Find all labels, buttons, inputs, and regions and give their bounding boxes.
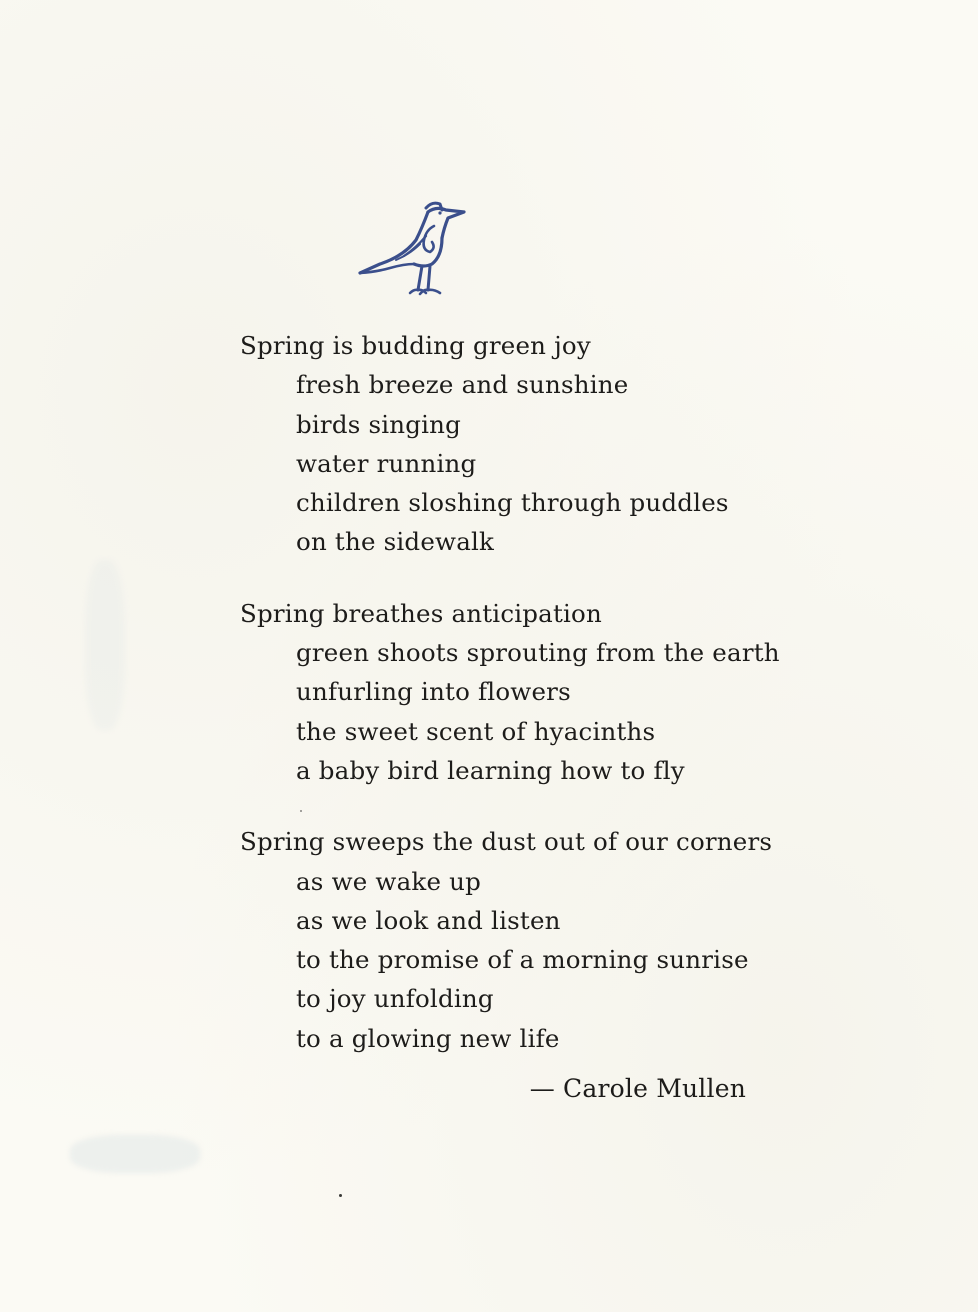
ink-speck bbox=[300, 810, 302, 812]
poem-attribution: — Carole Mullen bbox=[529, 1074, 746, 1103]
poem-line: to joy unfolding bbox=[296, 984, 494, 1014]
paper-smudge bbox=[85, 560, 125, 730]
poem-line: Spring is budding green joy bbox=[240, 331, 591, 360]
poem-line: as we look and listen bbox=[296, 905, 561, 935]
poem-line: the sweet scent of hyacinths bbox=[296, 716, 656, 746]
poem-body bbox=[240, 326, 800, 1058]
ink-speck bbox=[339, 1194, 342, 1197]
paper-smudge bbox=[70, 1135, 200, 1173]
poem-line: fresh breeze and sunshine bbox=[296, 370, 629, 400]
poem-line: birds singing bbox=[296, 409, 462, 439]
poem-line: green shoots sprouting from the earth bbox=[296, 638, 780, 668]
poem-line: Spring sweeps the dust out of our corners bbox=[240, 827, 773, 857]
poem-line: a baby bird learning how to fly bbox=[296, 755, 685, 785]
bird-icon bbox=[356, 198, 468, 300]
stanza-3 bbox=[240, 822, 800, 1058]
stanza-2 bbox=[240, 594, 800, 790]
poem-line: on the sidewalk bbox=[296, 527, 495, 557]
poem-line: unfurling into flowers bbox=[296, 677, 571, 707]
poem-line: to a glowing new life bbox=[296, 1023, 560, 1053]
poem-line: to the promise of a morning sunrise bbox=[296, 945, 749, 975]
poem-line: Spring breathes anticipation bbox=[240, 598, 602, 628]
poem-line: children sloshing through puddles bbox=[296, 488, 729, 518]
stanza-1 bbox=[240, 326, 800, 562]
poem-line: water running bbox=[296, 448, 477, 478]
poem-line: as we wake up bbox=[296, 866, 481, 896]
